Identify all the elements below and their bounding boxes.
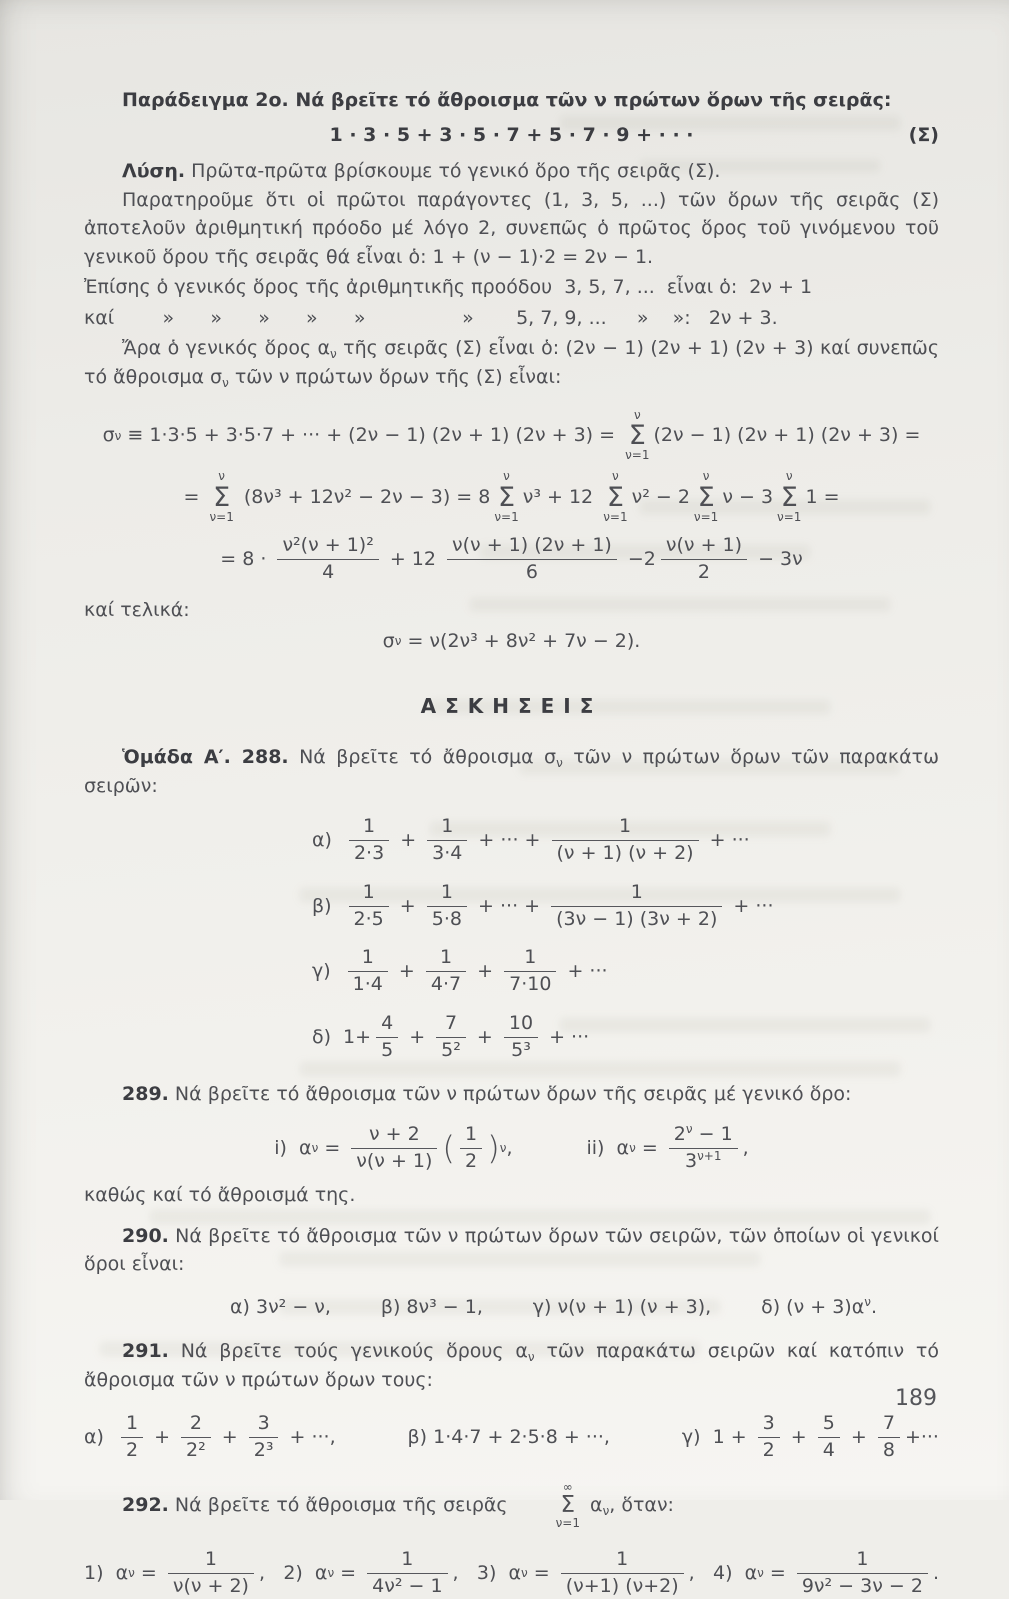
final-formula: σ ν = ν(2ν³ + 8ν² + 7ν − 2). bbox=[84, 627, 939, 656]
item-label: α) bbox=[312, 829, 332, 852]
math-text: ν − 3 bbox=[722, 485, 774, 508]
fraction-numerator: 2 bbox=[181, 1412, 211, 1438]
subscript-nu: ν bbox=[602, 1503, 610, 1518]
fraction bbox=[351, 1123, 437, 1174]
summation-symbol bbox=[603, 470, 627, 523]
fraction-numerator: 10 bbox=[504, 1012, 538, 1038]
sum-upper-limit: ν bbox=[633, 408, 641, 422]
text-fragment: α bbox=[584, 1493, 603, 1516]
sum-lower-limit: ν=1 bbox=[494, 509, 519, 524]
fraction-denominator: 2² bbox=[186, 1439, 206, 1461]
fraction-numerator: ν(ν + 1) (2ν + 1) bbox=[447, 534, 617, 560]
fraction-numerator: ν²(ν + 1)² bbox=[277, 534, 378, 560]
sum-upper-limit: ν bbox=[612, 469, 619, 484]
math-text: = ν(2ν³ + 8ν² + 7ν − 2). bbox=[401, 629, 641, 652]
exercise-292-intro bbox=[84, 1481, 939, 1530]
math-text: 3 bbox=[684, 1149, 698, 1172]
fraction-numerator: 1 bbox=[561, 1548, 684, 1574]
item-label: 3) bbox=[476, 1562, 509, 1585]
math-text: + ··· bbox=[727, 894, 774, 917]
sum-upper-limit: ν bbox=[785, 469, 793, 484]
fraction bbox=[460, 1123, 482, 1174]
sum-lower-limit: ν=1 bbox=[777, 509, 802, 524]
fraction bbox=[427, 815, 467, 866]
sigma-glyph: Σ bbox=[697, 481, 715, 513]
math-text: + bbox=[470, 1025, 499, 1048]
sum-lower-limit: ν=1 bbox=[555, 1515, 580, 1530]
fraction-numerator: 5 bbox=[818, 1412, 840, 1438]
exercise-288-item-d bbox=[84, 1012, 939, 1063]
fraction bbox=[447, 534, 617, 585]
exercise-289-item-ii: ii) α ν = $\frac{2^\nu - 1}{3^{\nu+1}}$ , bbox=[586, 1121, 749, 1172]
sum-upper-limit: ν bbox=[503, 469, 510, 484]
series-expression: 1 · 3 · 5 + 3 · 5 · 7 + 5 · 7 · 9 + · · · bbox=[329, 123, 694, 146]
fraction-numerator: ν(ν + 1) bbox=[661, 534, 747, 560]
text-fragment: τῶν ν πρώτων ὅρων τῆς (Σ) εἶναι: bbox=[228, 365, 562, 388]
math-text: α bbox=[115, 1562, 129, 1585]
math-text: α bbox=[744, 1562, 758, 1585]
fraction bbox=[367, 1548, 447, 1599]
fraction bbox=[349, 881, 389, 932]
math-text: = 8 · bbox=[220, 547, 273, 570]
fraction-denominator: 2 bbox=[762, 1439, 775, 1461]
fraction-denominator: 5³ bbox=[511, 1038, 531, 1061]
math-text: + ··· bbox=[561, 960, 608, 983]
fraction-denominator: 6 bbox=[525, 560, 538, 583]
fraction bbox=[277, 534, 378, 585]
worked-example-section bbox=[84, 86, 939, 391]
superscript-exponent: ν+1 bbox=[697, 1148, 722, 1163]
sigma-glyph: Σ bbox=[628, 420, 646, 452]
exercise-291-number: 291. bbox=[122, 1340, 169, 1363]
math-text: δ) (ν + 3)α bbox=[761, 1295, 865, 1318]
math-text: −2 bbox=[621, 547, 656, 570]
fraction bbox=[797, 1548, 928, 1599]
fraction-denominator: ν(ν + 2) bbox=[172, 1574, 249, 1597]
sum-lower-limit: ν=1 bbox=[209, 509, 234, 524]
exercise-291-item-b: β) 1·4·7 + 2·5·8 + ···, bbox=[407, 1426, 610, 1449]
math-text: (2ν − 1) (2ν + 1) (2ν + 3) = bbox=[653, 424, 921, 447]
fraction-denominator: (ν+1) (ν+2) bbox=[565, 1574, 679, 1597]
fraction-numerator: 1 bbox=[460, 1123, 482, 1149]
derivation-section bbox=[84, 409, 939, 655]
exercise-288-label: Ὁμάδα Α′. 288. bbox=[122, 746, 289, 769]
math-text: , bbox=[258, 1562, 266, 1585]
fraction-denominator: 8 bbox=[882, 1439, 895, 1461]
math-text: 1 = bbox=[805, 485, 840, 508]
fraction-denominator: 2·5 bbox=[353, 907, 384, 930]
fraction bbox=[426, 946, 466, 997]
math-text: ν² − 2 bbox=[631, 485, 690, 508]
sum-upper-limit: ν bbox=[702, 469, 710, 484]
summation-symbol bbox=[518, 1481, 580, 1530]
fraction-numerator: 1 bbox=[426, 946, 466, 972]
math-text: + bbox=[784, 1426, 813, 1449]
math-text: +··· bbox=[904, 1426, 939, 1449]
exercise-289-item-i: i) α ν = $\frac{\nu + 2}{\nu(\nu + 1)}$ ( $\frac{1}{2}$ ) ν , bbox=[274, 1122, 513, 1172]
subscript-nu: ν bbox=[527, 1350, 535, 1365]
solution-label: Λύση. bbox=[122, 160, 186, 182]
fraction bbox=[249, 1412, 279, 1463]
fraction-numerator: 7 bbox=[436, 1012, 466, 1038]
fraction bbox=[878, 1412, 900, 1463]
item-label: α) bbox=[84, 1426, 104, 1449]
math-text: + bbox=[215, 1426, 244, 1449]
general-term-paragraph bbox=[84, 334, 939, 391]
math-text: ν³ + 12 bbox=[522, 485, 600, 508]
math-text: + bbox=[393, 894, 422, 917]
exercise-290-item-c: γ) ν(ν + 1) (ν + 3), bbox=[532, 1295, 712, 1318]
math-text: + bbox=[392, 960, 421, 983]
exercise-289-number: 289. bbox=[122, 1083, 169, 1106]
math-text: , bbox=[688, 1562, 695, 1585]
fraction-numerator: 1 bbox=[797, 1548, 928, 1574]
exercise-291-intro bbox=[84, 1337, 939, 1394]
progression-line-1: Ἐπίσης ὁ γενικός ὅρος τῆς ἀριθμητικῆς προόδου 3, 5, 7, ... εἶναι ὁ: 2ν + 1 bbox=[84, 276, 813, 298]
superscript-nu: ν bbox=[864, 1294, 871, 1309]
math-text: + ··· bbox=[703, 829, 750, 852]
math-text: = bbox=[635, 1136, 664, 1159]
observation-paragraph: Παρατηροῦμε ὅτι οἱ πρῶτοι παράγοντες (1, 3, 5, ...) τῶν ὅρων τῆς σειρᾶς (Σ) ἀποτελοῦν ἀριθμητική πρόοδο μέ λόγο 2, συνεπῶς ὁ πρῶτος ὅρος τοῦ γινόμενου τοῦ γενικοῦ ὅρου τῆς σειρᾶς θά εἶναι ὁ: 1 + (ν − 1)·2 = 2ν − 1. bbox=[84, 188, 939, 268]
exercise-288-item-a bbox=[84, 815, 939, 866]
sigma-glyph: Σ bbox=[560, 1491, 576, 1518]
math-text: 1 + bbox=[712, 1426, 753, 1449]
summation-symbol bbox=[209, 470, 233, 523]
exercises-header: ΑΣΚΗΣΕΙΣ bbox=[420, 694, 603, 719]
exercise-292-number: 292. bbox=[122, 1493, 169, 1516]
fraction-denominator: 4 bbox=[322, 560, 335, 583]
fraction-numerator: 1 bbox=[349, 881, 389, 907]
finally-label: καί τελικά: bbox=[84, 599, 190, 622]
fraction bbox=[181, 1412, 211, 1463]
exercises-section bbox=[84, 691, 939, 1598]
math-text: + ··· bbox=[543, 1025, 590, 1048]
series-sigma-label: (Σ) bbox=[908, 123, 939, 146]
derivation-line-2 bbox=[84, 470, 939, 523]
item-label: ii) bbox=[586, 1136, 617, 1159]
math-text: + bbox=[471, 960, 500, 983]
math-text: − 3ν bbox=[752, 547, 803, 570]
fraction bbox=[551, 881, 722, 932]
fraction bbox=[427, 881, 467, 932]
fraction bbox=[818, 1412, 840, 1463]
fraction-denominator: 4ν² − 1 bbox=[372, 1574, 443, 1597]
fraction-denominator: 2 bbox=[465, 1149, 478, 1172]
item-label: 1) bbox=[84, 1562, 116, 1585]
math-text: + bbox=[394, 829, 423, 852]
math-text: + 12 bbox=[383, 547, 443, 570]
fraction-numerator: 1 bbox=[367, 1548, 447, 1574]
sigma-glyph: Σ bbox=[498, 481, 516, 513]
math-text: (8ν³ + 12ν² − 2ν − 3) = 8 bbox=[237, 485, 491, 508]
exercise-292-item-1: 1) α ν = $\frac{1}{\nu(\nu + 2)}$ , bbox=[84, 1548, 266, 1597]
fraction-denominator: (3ν − 1) (3ν + 2) bbox=[556, 907, 718, 930]
math-text: + ··· + bbox=[472, 829, 547, 852]
exercise-290-item-b: β) 8ν³ − 1, bbox=[380, 1295, 483, 1318]
exercise-290-options bbox=[84, 1293, 939, 1322]
math-text: + ···, bbox=[283, 1426, 336, 1449]
exercise-292-item-4: 4) α ν = $\frac{1}{\text{9ν² − 3ν − 2}}$ . bbox=[713, 1548, 939, 1597]
math-text: α bbox=[616, 1136, 630, 1159]
item-label: 4) bbox=[713, 1562, 745, 1585]
exercise-288-item-b bbox=[84, 881, 939, 932]
subscript-nu: ν bbox=[330, 347, 337, 361]
fraction-denominator: 5·8 bbox=[431, 907, 462, 930]
fraction-numerator: 4 bbox=[376, 1012, 398, 1038]
solution-paragraph bbox=[84, 157, 939, 186]
fraction-denominator: (ν + 1) (ν + 2) bbox=[556, 842, 694, 864]
sum-lower-limit: ν=1 bbox=[603, 509, 628, 524]
superscript-nu: ν bbox=[685, 1121, 693, 1136]
subscript-nu: ν bbox=[222, 375, 229, 390]
math-text: + bbox=[403, 1025, 432, 1048]
text-fragment: τῆς σειρᾶς (Σ) εἶναι ὁ: (2ν − 1) (2ν + 1) (2ν + 3) καί συνεπῶς τό ἄθροισμα σ bbox=[84, 337, 939, 388]
open-paren: ( bbox=[442, 1128, 456, 1167]
text-fragment: Νά βρεῖτε τό ἄθροισμα τῆς σειρᾶς bbox=[168, 1493, 514, 1516]
math-text: 1+ bbox=[343, 1025, 372, 1048]
fraction-numerator: 1 bbox=[427, 815, 467, 841]
exercise-292-item-2: 2) α ν = $\frac{1}{\text{4ν² − 1}}$ , bbox=[283, 1548, 459, 1597]
exercise-290-item-d bbox=[761, 1293, 877, 1322]
exercise-291-items bbox=[84, 1412, 939, 1463]
exercise-289-outro: καθώς καί τό ἄθροισμά της. bbox=[84, 1184, 356, 1207]
fraction-numerator: 1 bbox=[427, 881, 467, 907]
fraction bbox=[758, 1412, 780, 1463]
item-label: δ) bbox=[312, 1025, 332, 1048]
math-text: σ bbox=[102, 424, 115, 447]
sigma-glyph: Σ bbox=[780, 481, 798, 513]
fraction-denominator: 9ν² − 3ν − 2 bbox=[801, 1574, 923, 1597]
summation-symbol bbox=[694, 470, 718, 523]
fraction bbox=[349, 815, 389, 866]
text-fragment: Ἄρα ὁ γενικός ὅρος α bbox=[122, 337, 331, 359]
fraction-denominator: 1·4 bbox=[352, 973, 383, 995]
fraction-denominator: 2 bbox=[697, 560, 710, 583]
text-fragment: Νά βρεῖτε τό ἄθροισμα σ bbox=[288, 746, 557, 769]
math-text: α bbox=[299, 1136, 312, 1159]
page-number: 189 bbox=[895, 1386, 937, 1411]
fraction bbox=[121, 1412, 143, 1463]
sum-lower-limit: ν=1 bbox=[693, 509, 719, 524]
fraction-denominator: 4 bbox=[822, 1439, 835, 1461]
fraction-denominator: 3·4 bbox=[432, 842, 463, 864]
close-paren: ) bbox=[487, 1128, 500, 1167]
sum-upper-limit: ν bbox=[218, 469, 225, 484]
fraction-numerator: 1 bbox=[168, 1548, 254, 1574]
text-fragment: τῶν παρακάτω σειρῶν καί κατόπιν τό ἄθροισμα τῶν ν πρώτων ὅρων τους: bbox=[84, 1340, 939, 1391]
exercise-290-number: 290. bbox=[122, 1224, 169, 1247]
summation-symbol bbox=[777, 470, 801, 523]
fraction-numerator: 3 bbox=[249, 1412, 279, 1438]
item-label: i) bbox=[274, 1136, 300, 1159]
math-text: α bbox=[508, 1562, 522, 1585]
fraction-denominator bbox=[669, 1149, 738, 1174]
fraction-numerator: 1 bbox=[552, 815, 699, 841]
fraction bbox=[168, 1548, 254, 1599]
math-text: , bbox=[452, 1562, 459, 1585]
math-text: = bbox=[334, 1562, 363, 1585]
math-text: + bbox=[148, 1426, 177, 1449]
fraction-denominator: ν(ν + 1) bbox=[356, 1149, 433, 1172]
fraction-numerator bbox=[669, 1123, 738, 1149]
text-fragment: Νά βρεῖτε τό ἄθροισμα τῶν ν πρώτων ὅρων τῶν σειρῶν, τῶν ὁποίων οἱ γενικοί ὅροι εἶναι: bbox=[84, 1224, 939, 1276]
math-text: . bbox=[932, 1562, 939, 1585]
fraction-numerator: 1 bbox=[349, 815, 389, 841]
fraction bbox=[504, 946, 556, 997]
progression-line-2: καί » » » » » » 5, 7, 9, ... » »: 2ν + 3. bbox=[84, 306, 778, 329]
example-heading: Παράδειγμα 2ο. Νά βρεῖτε τό ἄθροισμα τῶν ν πρώτων ὅρων τῆς σειρᾶς: bbox=[122, 89, 892, 111]
fraction-numerator: 1 bbox=[121, 1412, 143, 1438]
summation-symbol bbox=[625, 409, 649, 462]
math-text: 2 bbox=[673, 1122, 686, 1145]
exercise-288-intro bbox=[84, 743, 939, 800]
fraction-numerator: 1 bbox=[348, 946, 388, 972]
math-text: − 1 bbox=[692, 1122, 733, 1145]
fraction-denominator: 5 bbox=[381, 1038, 394, 1061]
sigma-glyph: Σ bbox=[606, 481, 624, 513]
math-text: + ··· + bbox=[471, 894, 547, 917]
exercise-291-item-c bbox=[682, 1412, 939, 1463]
math-text: + bbox=[844, 1426, 873, 1449]
math-text: ≡ 1·3·5 + 3·5·7 + ··· + (2ν − 1) (2ν + 1) (2ν + 3) = bbox=[121, 424, 622, 447]
math-text: α bbox=[314, 1562, 328, 1585]
exercise-292-item-3: 3) α ν = $\frac{1}{(\nu+1) (\nu+2)}$ , bbox=[476, 1548, 695, 1597]
derivation-line-1: σ ν ≡ 1·3·5 + 3·5·7 + ··· + (2ν − 1) (2ν + 1) (2ν + 3) = ν Σ ν=1 (2ν − 1) (2ν + 1) (2ν + 3) = bbox=[102, 408, 921, 463]
fraction-numerator: 3 bbox=[758, 1412, 780, 1438]
text-fragment: , ὅταν: bbox=[609, 1493, 674, 1516]
fraction bbox=[561, 1548, 684, 1599]
sum-lower-limit: ν=1 bbox=[625, 448, 650, 463]
fraction-numerator: 7 bbox=[878, 1412, 900, 1438]
fraction-denominator: 2 bbox=[125, 1439, 139, 1461]
solution-text: Πρῶτα-πρῶτα βρίσκουμε τό γενικό ὅρο τῆς σειρᾶς (Σ). bbox=[185, 160, 721, 182]
fraction-denominator: 5² bbox=[441, 1038, 461, 1061]
fraction-denominator: 4·7 bbox=[430, 973, 462, 995]
math-text: = bbox=[183, 485, 206, 508]
text-fragment: Νά βρεῖτε τούς γενικούς ὅρους α bbox=[168, 1340, 528, 1363]
math-text: = bbox=[763, 1562, 792, 1585]
math-text: . bbox=[870, 1295, 877, 1318]
math-text: , bbox=[742, 1136, 749, 1159]
fraction-denominator: 7·10 bbox=[509, 973, 552, 995]
exercise-289-formulas bbox=[84, 1123, 939, 1174]
fraction bbox=[348, 946, 388, 997]
fraction-denominator: 2·3 bbox=[353, 842, 385, 864]
math-text: = bbox=[318, 1136, 347, 1159]
text-fragment: Νά βρεῖτε τό ἄθροισμα τῶν ν πρώτων ὅρων τῆς σειρᾶς μέ γενικό ὅρο: bbox=[168, 1083, 852, 1106]
fraction-numerator: ν + 2 bbox=[351, 1123, 437, 1149]
math-text: = bbox=[527, 1562, 556, 1585]
fraction bbox=[661, 534, 747, 585]
item-label: γ) bbox=[312, 960, 331, 983]
fraction bbox=[436, 1012, 466, 1063]
fraction bbox=[669, 1123, 738, 1174]
sigma-glyph: Σ bbox=[213, 481, 231, 513]
sum-upper-limit: ∞ bbox=[562, 1479, 573, 1494]
text-fragment: τῶν ν πρώτων ὅρων τῶν παρακάτω σειρῶν: bbox=[84, 746, 939, 797]
summation-symbol bbox=[494, 470, 518, 523]
fraction-denominator: 2³ bbox=[253, 1439, 274, 1461]
series-display-row bbox=[84, 121, 939, 150]
exercise-292-items bbox=[84, 1548, 939, 1599]
fraction bbox=[504, 1012, 538, 1063]
exercise-289-intro bbox=[84, 1080, 939, 1109]
exercise-290-item-a: α) 3ν² − ν, bbox=[230, 1295, 331, 1318]
math-text: σ bbox=[382, 629, 395, 652]
derivation-line-3 bbox=[84, 534, 939, 585]
math-text: = bbox=[134, 1562, 163, 1585]
item-label: γ) bbox=[681, 1426, 701, 1449]
subscript-nu: ν bbox=[556, 756, 563, 771]
exercise-288-item-c bbox=[84, 946, 939, 997]
math-text: , bbox=[506, 1136, 513, 1159]
exercise-290-intro bbox=[84, 1222, 939, 1279]
item-label: 2) bbox=[283, 1562, 315, 1585]
fraction bbox=[376, 1012, 398, 1063]
fraction bbox=[552, 815, 699, 866]
fraction-numerator: 1 bbox=[504, 946, 556, 972]
exercise-291-item-a bbox=[84, 1412, 336, 1463]
fraction-numerator: 1 bbox=[551, 881, 722, 907]
item-label: β) bbox=[312, 894, 332, 917]
